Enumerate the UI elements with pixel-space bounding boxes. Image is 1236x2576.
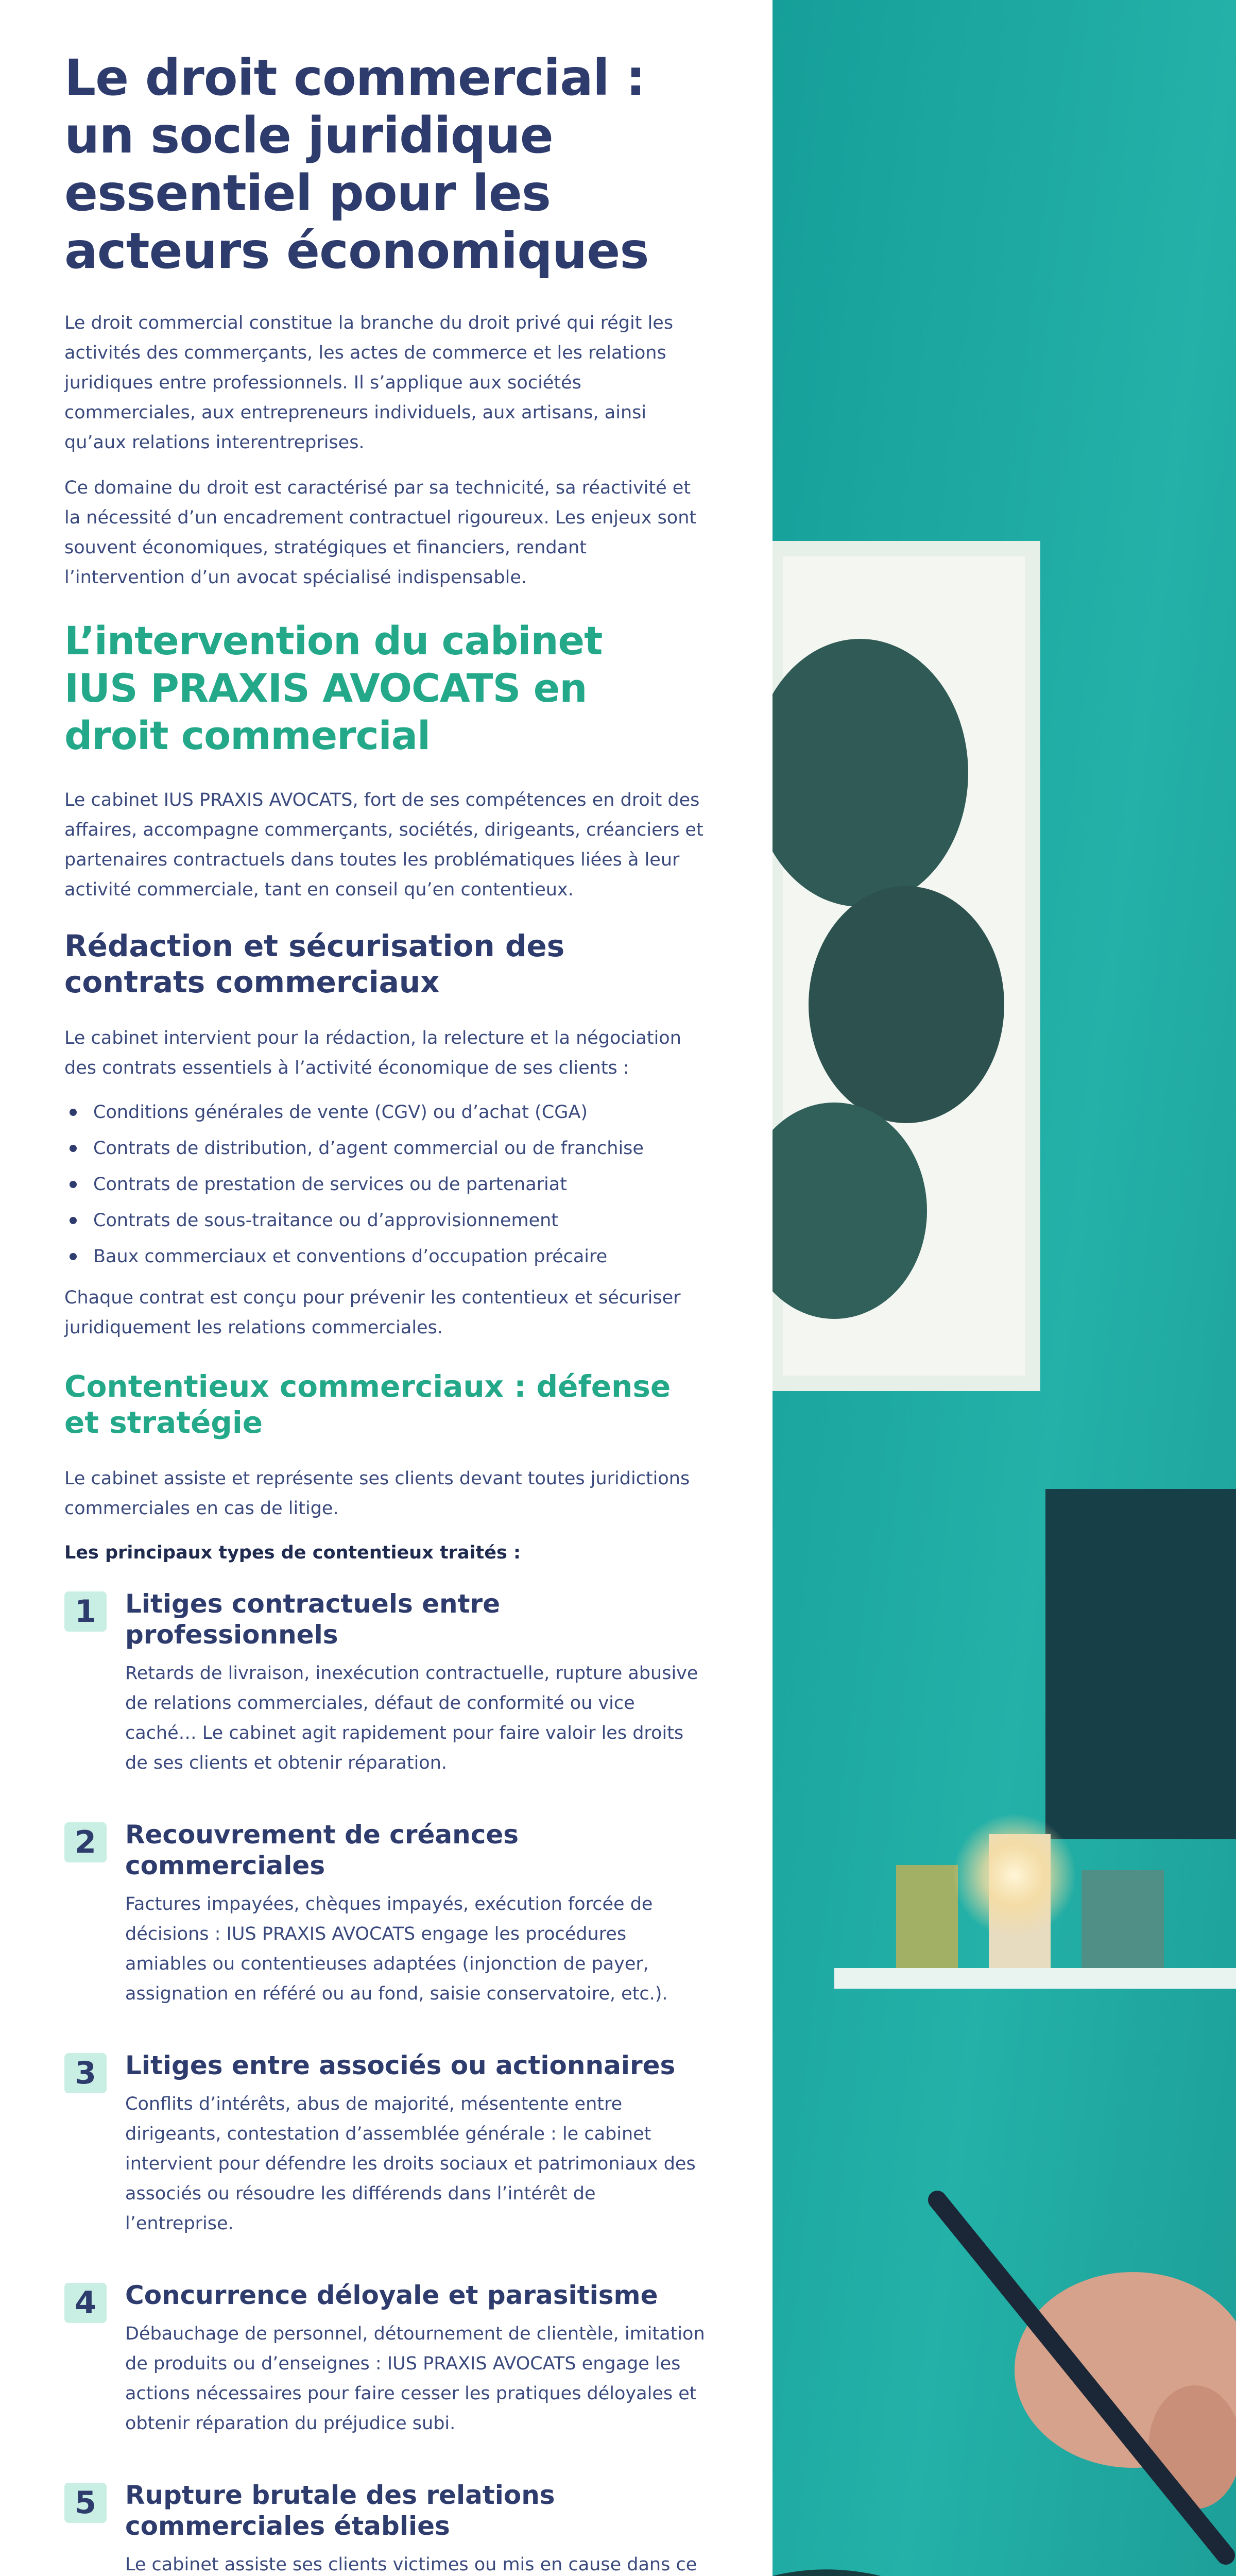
number-badge: 4 [64,2283,107,2323]
numbered-item-text: Débauchage de personnel, détournement de clientèle, imitation de produits ou d’enseignes : IUS PRAXIS AVOCATS engage les actions nécessaires pour faire cesser les pratiques déloyales et obtenir réparation du préjudice subi. [125,2324,705,2434]
title-line: Concurrence déloyale et parasitisme [125,2280,658,2310]
numbered-item-title [125,1819,708,1881]
office-photo-illustration [772,0,1236,2576]
title-line: et stratégie [64,1405,263,1440]
title-line: Rédaction et sécurisation des [64,928,565,963]
title-line: commerciales [125,1851,325,1880]
numbered-item [64,1819,708,2009]
numbered-item-text: Conflits d’intérêts, abus de majorité, mésentente entre dirigeants, contestation d’assemblée générale : le cabinet intervient pour défendre les droits sociaux et patrimoniaux des associés ou résoudre les différends dans l’intérêt de l’entreprise. [125,2094,696,2234]
office-photo [772,0,1236,2576]
number-badge: 5 [64,2483,107,2523]
title-line: commerciales établies [125,2511,450,2541]
number-badge: 2 [64,1822,107,1862]
title-line: IUS PRAXIS AVOCATS en [64,665,587,711]
page-title-line: acteurs économiques [64,222,649,280]
contentieux-paragraph: Le cabinet assiste et représente ses clients devant toutes juridictions commerciales en cas de litige. [64,1468,690,1519]
intro-paragraph-2: Ce domaine du droit est caractérisé par sa technicité, sa réactivité et la nécessité d’un encadrement contractuel rigoureux. Les enjeux sont souvent économiques, stratégiques et financiers, rendant l’intervention d’un avocat spécialisé indispensable. [64,478,697,588]
list-item: Conditions générales de vente (CGV) ou d’achat (CGA) [64,1097,708,1127]
intro-paragraph-1: Le droit commercial constitue la branche du droit privé qui régit les activités des commerçants, les actes de commerce et les relations juridiques entre professionnels. Il s’applique aux sociétés commerciales, aux entrepreneurs individuels, aux artisans, ainsi qu’aux relations interentreprises. [64,313,674,453]
title-line: professionnels [125,1620,338,1650]
list-item: Contrats de distribution, d’agent commercial ou de franchise [64,1133,708,1163]
section-title-contentieux [64,1368,708,1440]
number-badge: 1 [64,1591,107,1632]
numbered-item [64,2480,708,2576]
contrats-paragraph: Le cabinet intervient pour la rédaction, la relecture et la négociation des contrats essentiels à l’activité économique de ses clients : [64,1028,681,1078]
contrats-list [64,1097,708,1272]
numbered-item-title [125,2280,708,2311]
title-line: Rupture brutale des relations [125,2480,555,2510]
title-line: Litiges contractuels entre [125,1589,501,1619]
intervention-paragraph: Le cabinet IUS PRAXIS AVOCATS, fort de ses compétences en droit des affaires, accompagne commerçants, sociétés, dirigeants, créanciers et partenaires contractuels dans toutes les problématiques liées à leur activité commerciale, tant en conseil qu’en contentieux. [64,790,703,900]
numbered-item-title [125,1588,708,1650]
list-item: Contrats de prestation de services ou de partenariat [64,1170,708,1199]
list-item: Contrats de sous-traitance ou d’approvisionnement [64,1206,708,1235]
title-line: L’intervention du cabinet [64,618,603,664]
numbered-item-text: Le cabinet assiste ses clients victimes ou mis en cause dans ce [125,2554,697,2575]
numbered-item [64,2050,708,2239]
article-content [64,49,708,2576]
title-line: Contentieux commerciaux : défense [64,1369,671,1404]
numbered-item [64,2280,708,2438]
title-line: Recouvrement de créances [125,1820,519,1850]
contentieux-types-label: Les principaux types de contentieux traités : [64,1543,521,1563]
title-line: droit commercial [64,713,431,758]
page-title-line: Le droit commercial : [64,49,645,107]
title-line: Litiges entre associés ou actionnaires [125,2050,676,2080]
numbered-item-text: Retards de livraison, inexécution contractuelle, rupture abusive de relations commerciales, défaut de conformité ou vice caché… Le cabinet agit rapidement pour faire valoir les droits de ses clients et obtenir réparation. [125,1663,698,1773]
title-line: contrats commerciaux [64,964,440,999]
list-item: Baux commerciaux et conventions d’occupation précaire [64,1242,708,1272]
numbered-item [64,1588,708,1778]
numbered-item-title [125,2480,708,2541]
page-title-line: essentiel pour les [64,164,551,222]
numbered-item-title [125,2050,708,2081]
page-title-line: un socle juridique [64,107,553,164]
section-title-contrats [64,928,708,1000]
section-title-intervention [64,617,708,759]
contrats-outro: Chaque contrat est conçu pour prévenir les contentieux et sécuriser juridiquement les relations commerciales. [64,1287,681,1338]
numbered-item-text: Factures impayées, chèques impayés, exécution forcée de décisions : IUS PRAXIS AVOCATS engage les procédures amiables ou contentieuses adaptées (injonction de payer, assignation en référé ou au fond, saisie conservatoire, etc.). [125,1894,668,2004]
page-title [64,49,708,280]
number-badge: 3 [64,2053,107,2093]
